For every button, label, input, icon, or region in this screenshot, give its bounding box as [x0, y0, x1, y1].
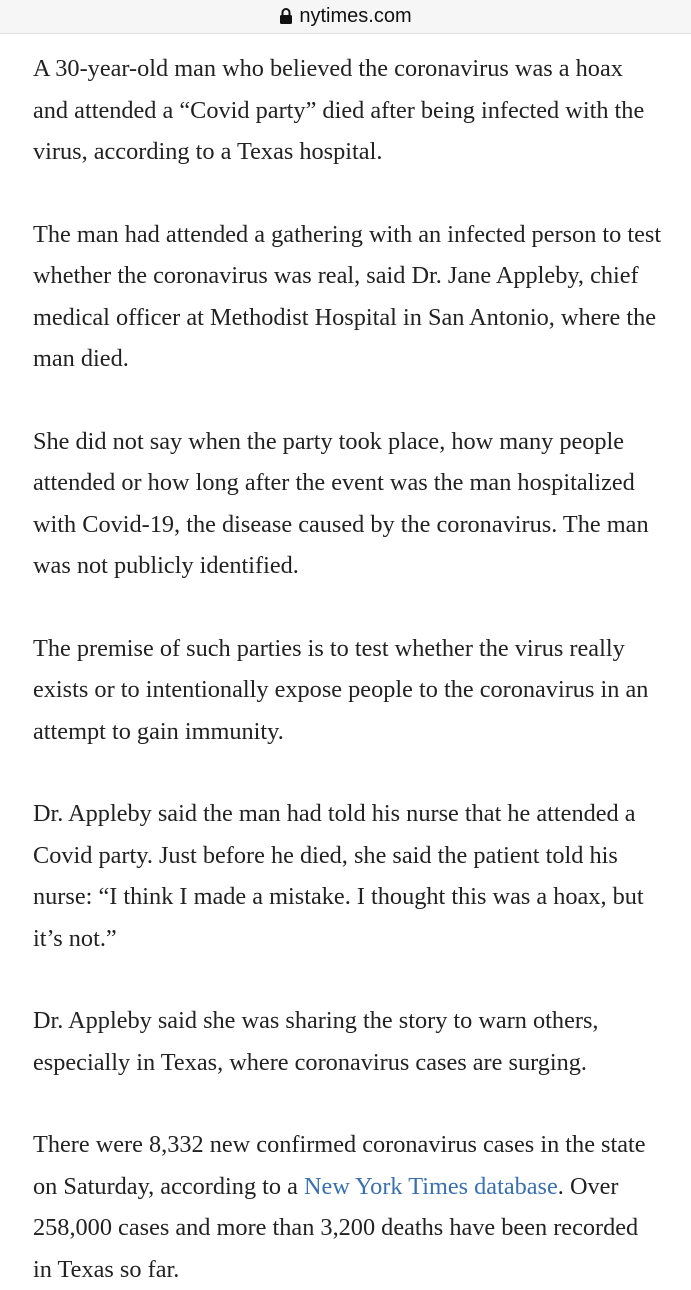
url-domain: nytimes.com: [299, 5, 412, 27]
article-body: [33, 48, 663, 1290]
article-paragraph-1: A 30-year-old man who believed the coronavirus was a hoax and attended a “Covid party” died after being infected with the virus, according to a Texas hospital.: [33, 55, 645, 165]
address-display[interactable]: [279, 5, 411, 28]
article-paragraph-5: Dr. Appleby said the man had told his nurse that he attended a Covid party. Just before he died, she said the patient told his nurse: “I think I made a mistake. I thought this was a hoax, but it’s not.”: [33, 800, 644, 952]
lock-icon: [279, 7, 293, 25]
paragraph-7-text-before: There were 8,332 new confirmed coronavirus cases in the state on Saturday, according to a: [33, 1131, 646, 1200]
url-bar: [0, 0, 691, 34]
article-paragraph-6: Dr. Appleby said she was sharing the story to warn others, especially in Texas, where coronavirus cases are surging.: [33, 1007, 599, 1076]
article-paragraph-2: The man had attended a gathering with an infected person to test whether the coronavirus was real, said Dr. Jane Appleby, chief medical officer at Methodist Hospital in San Antonio, where the man died.: [33, 220, 662, 372]
article-paragraph-3: She did not say when the party took place, how many people attended or how long after the event was the man hospitalized with Covid-19, the disease caused by the coronavirus. The man was not publicly identified.: [33, 427, 649, 579]
nyt-database-link[interactable]: New York Times database: [304, 1172, 558, 1200]
article-paragraph-4: The premise of such parties is to test whether the virus really exists or to intentionally expose people to the coronavirus in an attempt to gain immunity.: [33, 634, 649, 745]
article-paragraph-7: [33, 1124, 663, 1290]
paragraph-7-text-after: . Over 258,000 cases and more than 3,200 deaths have been recorded in Texas so far.: [33, 1172, 639, 1283]
